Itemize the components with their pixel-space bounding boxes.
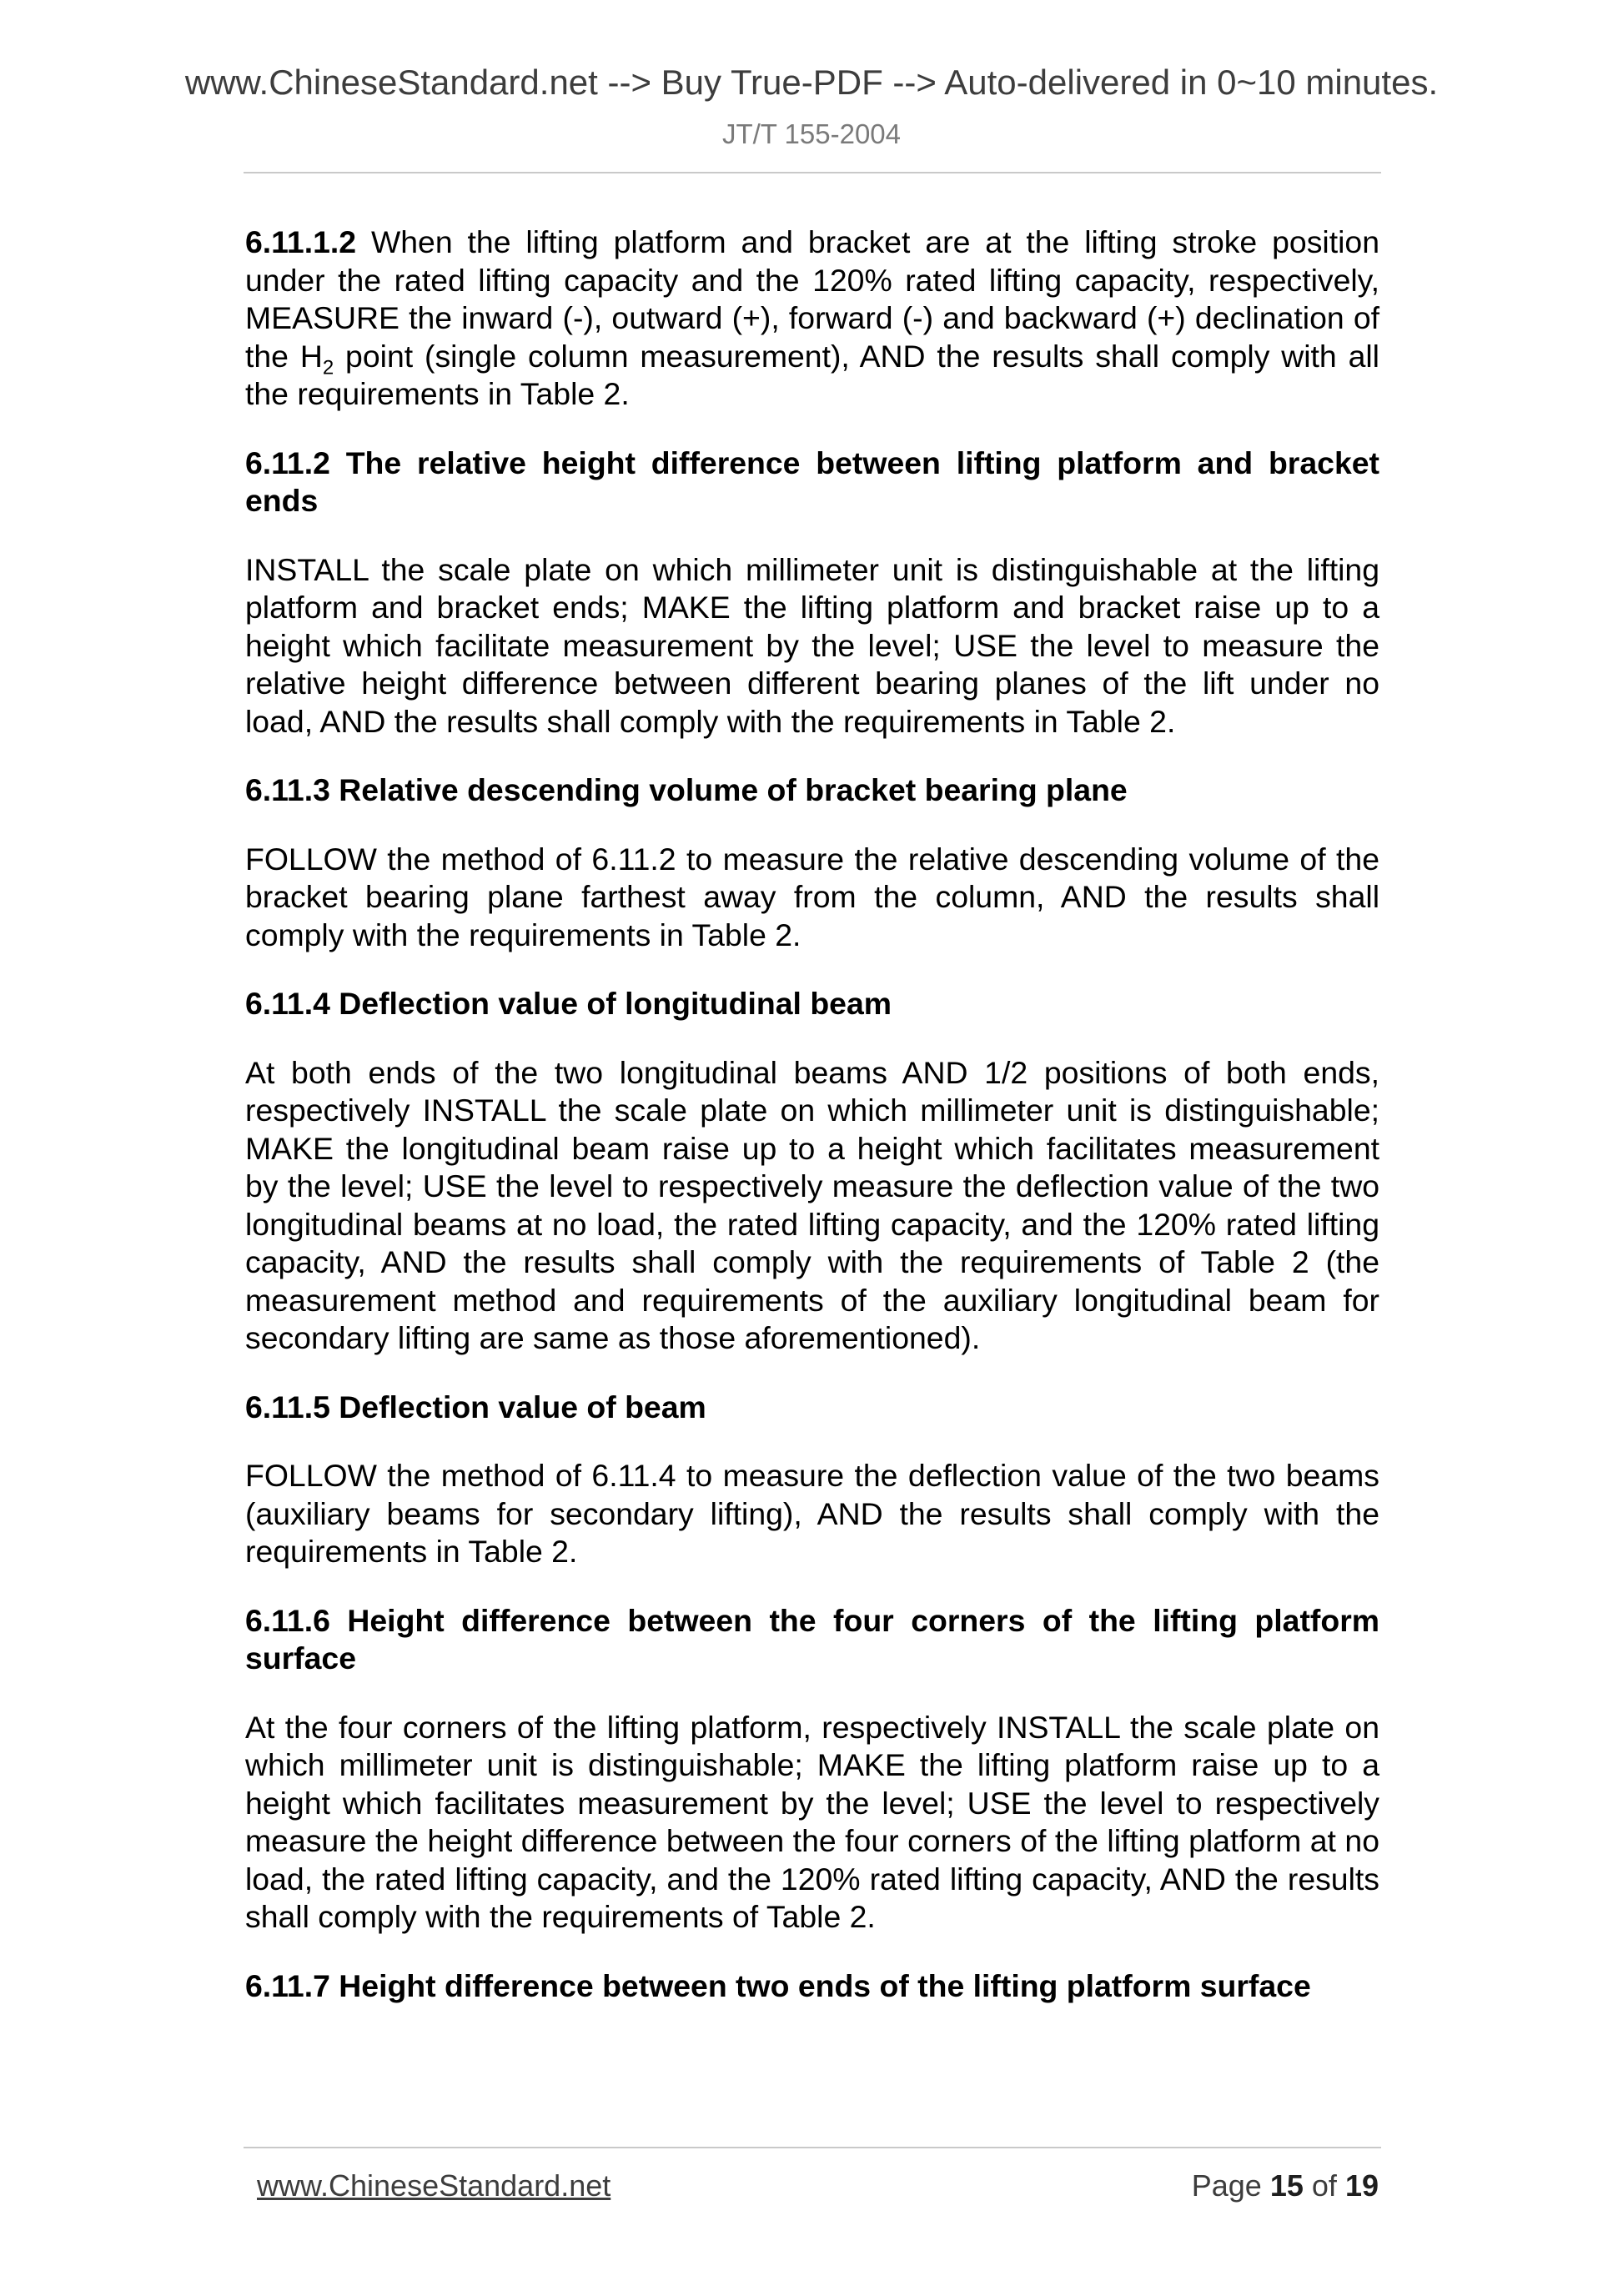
heading-6-11-7: 6.11.7 Height difference between two ends of the lifting platform surface (245, 1967, 1311, 2003)
paragraph-6-11-3: FOLLOW the method of 6.11.2 to measure the relative descending volume of the bracket bearing plane farthest away from the column, AND the results shall comply with the requirements in Table 2. (245, 841, 1379, 952)
subscript-2: 2 (322, 355, 334, 379)
page-indicator (1192, 2168, 1379, 2203)
paragraph-6-11-4: At both ends of the two longitudinal beams AND 1/2 positions of both ends, respectively INSTALL the scale plate on which millimeter unit is distinguishable; MAKE the longitudinal beam raise up to a height which facilitates measurement by the level; USE the level to respectively measure the deflection value of the two longitudinal beams at no load, the rated lifting capacity, and the 120% rated lifting capacity, AND the results shall comply with the requirements of Table 2 (the measurement method and requirements of the auxiliary longitudinal beam for secondary lifting are same as those aforementioned). (245, 1054, 1379, 1355)
clause-6-11-1-2 (245, 224, 1379, 414)
document-body (245, 224, 1379, 2036)
header-banner: www.ChineseStandard.net --> Buy True-PDF --> Auto-delivered in 0~10 minutes. (184, 63, 1439, 102)
heading-6-11-2: 6.11.2 The relative height difference between lifting platform and bracket ends (245, 445, 1379, 518)
clause-text-part2: point (single column measurement), AND the results shall comply with all the requirements in Table 2. (245, 338, 1379, 411)
footer-website-link[interactable]: www.ChineseStandard.net (257, 2168, 611, 2203)
of-word: of (1311, 2168, 1337, 2203)
header-divider (244, 172, 1381, 173)
heading-6-11-3: 6.11.3 Relative descending volume of bracket bearing plane (245, 772, 1128, 807)
page-word: Page (1191, 2168, 1262, 2203)
footer-divider (244, 2147, 1381, 2148)
standard-code: JT/T 155-2004 (721, 118, 902, 149)
page-total: 19 (1344, 2168, 1379, 2203)
heading-6-11-6: 6.11.6 Height difference between the four corners of the lifting platform surface (245, 1602, 1379, 1676)
heading-6-11-5: 6.11.5 Deflection value of beam (245, 1389, 706, 1424)
heading-6-11-4: 6.11.4 Deflection value of longitudinal beam (245, 986, 892, 1021)
paragraph-6-11-6: At the four corners of the lifting platform, respectively INSTALL the scale plate on which millimeter unit is distinguishable; MAKE the lifting platform raise up to a height which facilitates measurement by the level; USE the level to respectively measure the height difference between the four corners of the lifting platform at no load, the rated lifting capacity, and the 120% rated lifting capacity, AND the results shall comply with the requirements of Table 2. (245, 1709, 1379, 1934)
clause-number: 6.11.1.2 (245, 224, 357, 259)
paragraph-6-11-5: FOLLOW the method of 6.11.4 to measure the deflection value of the two beams (auxiliary beams for secondary lifting), AND the results shall comply with the requirements in Table 2. (245, 1458, 1379, 1569)
page-current: 15 (1269, 2168, 1304, 2203)
clause-text-part1: When the lifting platform and bracket are at the lifting stroke position under the rated lifting capacity and the 120% rated lifting capacity, respectively, MEASURE the inward (-), outward (+), forward (-) and backward (+) declination of the H (245, 224, 1379, 374)
paragraph-6-11-2: INSTALL the scale plate on which millimeter unit is distinguishable at the lifting platform and bracket ends; MAKE the lifting platform and bracket raise up to a height which facilitate measurement by the level; USE the level to measure the relative height difference between different bearing planes of the lift under no load, AND the results shall comply with the requirements in Table 2. (245, 551, 1379, 739)
